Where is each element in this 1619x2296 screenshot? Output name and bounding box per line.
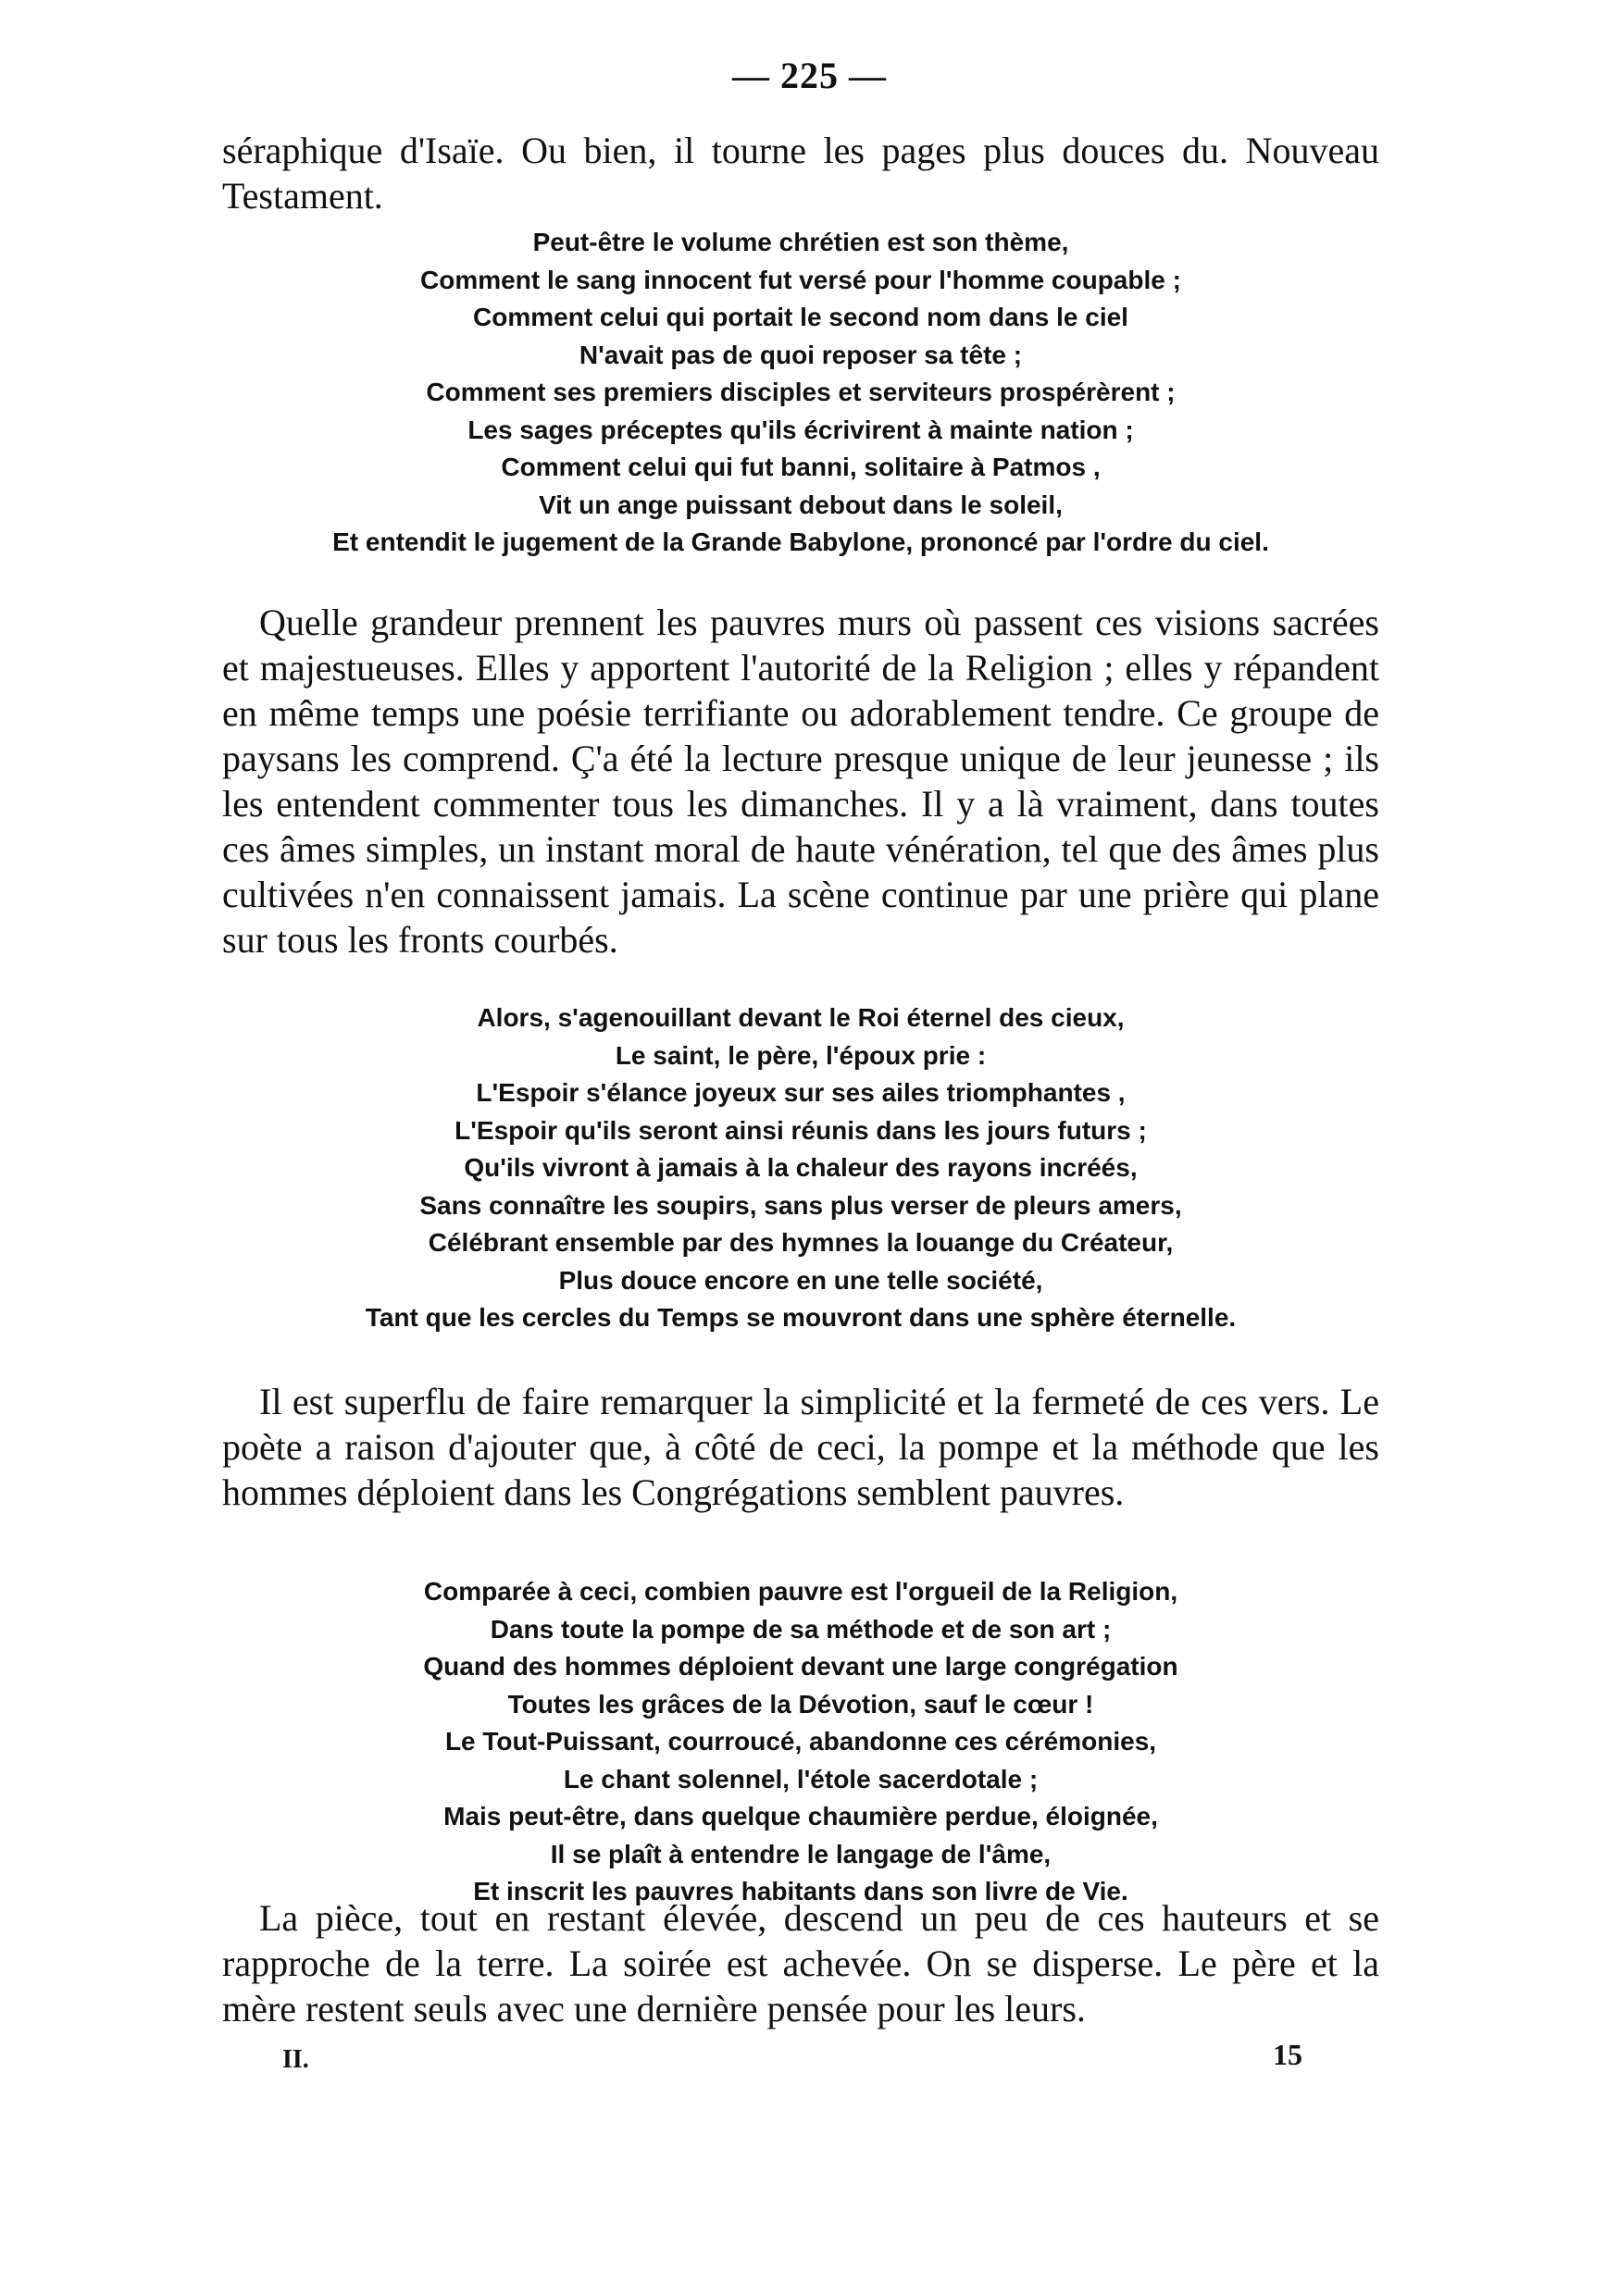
verse-line: Le Tout-Puissant, courroucé, abandonne ces cérémonies, bbox=[444, 1727, 1157, 1756]
verse-line: Plus douce encore en une telle société, bbox=[558, 1265, 1043, 1295]
page-number: — 225 — bbox=[732, 55, 887, 96]
verse-line: Comparée à ceci, combien pauvre est l'orgueil de la Religion, bbox=[423, 1577, 1178, 1606]
verse-line: Comment ses premiers disciples et serviteurs prospérèrent ; bbox=[426, 378, 1176, 406]
verse-line: Le chant solennel, l'étole sacerdotale ; bbox=[563, 1764, 1039, 1793]
verse-line: Les sages préceptes qu'ils écrivirent à mainte nation ; bbox=[467, 415, 1134, 444]
paragraph-4: La pièce, tout en restant élevée, descend un peu de ces hauteurs et se rapproche de la terre. La soirée est achevée. On se disperse. Le père et la mère restent seuls avec une dernière pensée pour les leurs. bbox=[222, 1897, 1379, 2029]
paragraph-2: Quelle grandeur prennent les pauvres murs où passent ces visions sacrées et majestueuses. Elles y apportent l'autorité de la Religion ; elles y répandent en même temps une poésie terrifiante ou adorablement tendre. Ce groupe de paysans les comprend. Ç'a été la lecture presque unique de leur jeunesse ; ils les entendent commenter tous les dimanches. Il y a là vraiment, dans toutes ces âmes simples, un instant moral de haute vénération, tel que des âmes plus cultivées n'en connaissent jamais. La scène continue par une prière qui plane sur tous les fronts courbés. bbox=[222, 602, 1379, 961]
verse-line: Quand des hommes déploient devant une large congrégation bbox=[423, 1652, 1178, 1681]
verse-stanza-3 bbox=[222, 1573, 1379, 1911]
verse-stanza-2 bbox=[222, 999, 1379, 1337]
verse-line: Le saint, le père, l'époux prie : bbox=[615, 1040, 987, 1070]
verse-line: Alors, s'agenouillant devant le Roi éternel des cieux, bbox=[477, 1003, 1125, 1032]
verse-line: Peut-être le volume chrétien est son thème, bbox=[532, 228, 1069, 256]
verse-line: Et entendit le jugement de la Grande Babylone, prononcé par l'ordre du ciel. bbox=[332, 527, 1269, 556]
verse-line: Qu'ils vivront à jamais à la chaleur des rayons incréés, bbox=[464, 1153, 1138, 1182]
verse-line: Vit un ange puissant debout dans le soleil, bbox=[539, 490, 1063, 519]
gathering-number: 15 bbox=[1273, 2038, 1302, 2071]
paragraph-3: Il est superflu de faire remarquer la simplicité et la fermeté de ces vers. Le poète a raison d'ajouter que, à côté de ceci, la pompe et la méthode que les hommes déploient dans les Congrégations semblent pauvres. bbox=[222, 1381, 1379, 1513]
verse-line: Tant que les cercles du Temps se mouvront dans une sphère éternelle. bbox=[365, 1303, 1237, 1332]
verse-line: N'avait pas de quoi reposer sa tête ; bbox=[579, 340, 1023, 369]
paragraph-1: séraphique d'Isaïe. Ou bien, il tourne les pages plus douces du. Nouveau Testament. bbox=[222, 130, 1379, 217]
verse-line: Comment celui qui fut banni, solitaire à Patmos , bbox=[501, 453, 1101, 481]
signature-mark: II. bbox=[282, 2045, 309, 2074]
verse-line: L'Espoir qu'ils seront ainsi réunis dans les jours futurs ; bbox=[455, 1115, 1147, 1145]
verse-line: Et inscrit les pauvres habitants dans son livre de Vie. bbox=[473, 1877, 1128, 1905]
verse-line: Toutes les grâces de la Dévotion, sauf le cœur ! bbox=[507, 1689, 1094, 1719]
verse-line: Dans toute la pompe de sa méthode et de son art ; bbox=[490, 1614, 1112, 1644]
verse-line: L'Espoir s'élance joyeux sur ses ailes triomphantes , bbox=[476, 1078, 1126, 1107]
verse-line: Comment le sang innocent fut versé pour l'homme coupable ; bbox=[420, 265, 1181, 294]
verse-line: Il se plaît à entendre le langage de l'âme, bbox=[550, 1839, 1052, 1868]
verse-line: Mais peut-être, dans quelque chaumière perdue, éloignée, bbox=[443, 1802, 1158, 1831]
verse-line: Célébrant ensemble par des hymnes la louange du Créateur, bbox=[428, 1228, 1174, 1257]
verse-line: Sans connaître les soupirs, sans plus verser de pleurs amers, bbox=[419, 1190, 1182, 1220]
verse-stanza-1 bbox=[222, 224, 1379, 562]
verse-line: Comment celui qui portait le second nom dans le ciel bbox=[473, 303, 1128, 331]
